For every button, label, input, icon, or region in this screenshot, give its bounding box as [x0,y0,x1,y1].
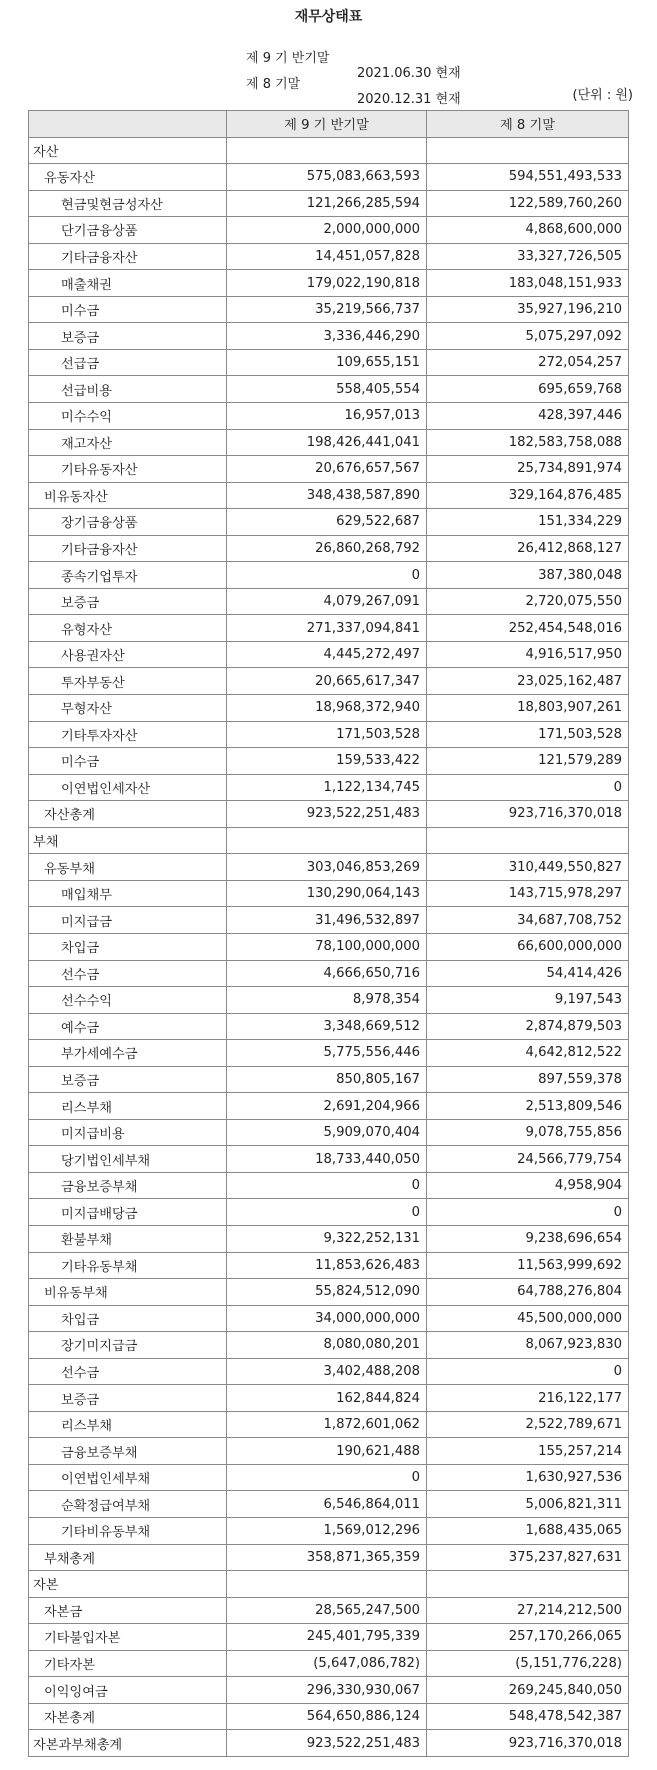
table-row [29,403,629,430]
account-name: 환불부채 [29,1225,227,1252]
previous-value: 2,874,879,503 [427,1013,629,1040]
current-value: 923,522,251,483 [227,801,427,828]
table-row [29,1358,629,1385]
account-name: 기타유동자산 [29,456,227,483]
current-value: 20,676,657,567 [227,456,427,483]
previous-value: 272,054,257 [427,349,629,376]
previous-value: 594,551,493,533 [427,164,629,191]
previous-value: 18,803,907,261 [427,695,629,722]
current-value [227,827,427,854]
current-value: 348,438,587,890 [227,482,427,509]
account-name: 선수수익 [29,987,227,1014]
current-value: 159,533,422 [227,748,427,775]
previous-value: 24,566,779,754 [427,1146,629,1173]
table-row [29,164,629,191]
current-value: 28,565,247,500 [227,1597,427,1624]
current-value: 9,322,252,131 [227,1225,427,1252]
previous-value: 182,583,758,088 [427,429,629,456]
table-row [29,1066,629,1093]
table-row [29,588,629,615]
previous-value: 122,589,760,260 [427,190,629,217]
current-value: 78,100,000,000 [227,933,427,960]
previous-value: (5,151,776,228) [427,1650,629,1677]
account-name: 자산 [29,137,227,164]
table-row [29,1040,629,1067]
current-value: 271,337,094,841 [227,615,427,642]
table-row [29,827,629,854]
table-row [29,349,629,376]
previous-value: 155,257,214 [427,1438,629,1465]
previous-value: 66,600,000,000 [427,933,629,960]
table-row [29,376,629,403]
previous-value: 0 [427,1358,629,1385]
previous-value: 5,006,821,311 [427,1491,629,1518]
table-row [29,987,629,1014]
account-name: 무형자산 [29,695,227,722]
account-name: 선급금 [29,349,227,376]
current-value: 1,569,012,296 [227,1517,427,1544]
previous-value: 35,927,196,210 [427,296,629,323]
current-value: 198,426,441,041 [227,429,427,456]
account-name: 비유동부채 [29,1279,227,1306]
account-name: 매입채무 [29,880,227,907]
current-value [227,137,427,164]
table-row [29,1225,629,1252]
previous-value: 33,327,726,505 [427,243,629,270]
current-value: 6,546,864,011 [227,1491,427,1518]
account-name: 미수금 [29,296,227,323]
previous-value: 428,397,446 [427,403,629,430]
previous-value: 34,687,708,752 [427,907,629,934]
previous-value: 252,454,548,016 [427,615,629,642]
current-value: 850,805,167 [227,1066,427,1093]
previous-value: 4,642,812,522 [427,1040,629,1067]
account-name: 기타자본 [29,1650,227,1677]
current-value: 3,402,488,208 [227,1358,427,1385]
previous-period: 제 8 기말 [246,77,301,92]
table-row [29,854,629,881]
current-value: 629,522,687 [227,509,427,536]
previous-value [427,1571,629,1598]
table-row [29,1172,629,1199]
account-name: 금융보증부채 [29,1438,227,1465]
previous-value: 121,579,289 [427,748,629,775]
account-name: 선수금 [29,1358,227,1385]
table-row [29,721,629,748]
current-value: 0 [227,1199,427,1226]
table-row [29,270,629,297]
account-name: 이연법인세부채 [29,1464,227,1491]
previous-value: 25,734,891,974 [427,456,629,483]
table-row [29,1093,629,1120]
account-name: 사용권자산 [29,641,227,668]
table-row [29,535,629,562]
current-value: 179,022,190,818 [227,270,427,297]
previous-value [427,137,629,164]
current-value: 3,348,669,512 [227,1013,427,1040]
previous-value: 27,214,212,500 [427,1597,629,1624]
previous-value: 9,238,696,654 [427,1225,629,1252]
previous-value: 375,237,827,631 [427,1544,629,1571]
table-row [29,801,629,828]
account-name: 종속기업투자 [29,562,227,589]
current-value: 245,401,795,339 [227,1624,427,1651]
account-name: 보증금 [29,323,227,350]
account-name: 리스부채 [29,1093,227,1120]
account-name: 보증금 [29,588,227,615]
period-line-previous [0,58,657,107]
previous-value: 64,788,276,804 [427,1279,629,1306]
table-row [29,1438,629,1465]
account-name: 금융보증부채 [29,1172,227,1199]
table-row [29,695,629,722]
previous-value: 4,868,600,000 [427,217,629,244]
current-value: 109,655,151 [227,349,427,376]
current-value: 0 [227,1464,427,1491]
previous-value: 695,659,768 [427,376,629,403]
previous-value: 329,164,876,485 [427,482,629,509]
account-name: 보증금 [29,1385,227,1412]
account-name: 자산총계 [29,801,227,828]
current-value: 55,824,512,090 [227,1279,427,1306]
table-row [29,1411,629,1438]
table-row [29,509,629,536]
previous-value: 548,478,542,387 [427,1703,629,1730]
table-row [29,748,629,775]
unit-label: (단위 : 원) [572,88,633,103]
current-value: 20,665,617,347 [227,668,427,695]
current-value [227,1571,427,1598]
current-value: (5,647,086,782) [227,1650,427,1677]
table-row [29,137,629,164]
current-value: 35,219,566,737 [227,296,427,323]
column-header-previous: 제 8 기말 [427,111,629,138]
table-row [29,1305,629,1332]
previous-value: 923,716,370,018 [427,801,629,828]
current-value: 3,336,446,290 [227,323,427,350]
current-value: 34,000,000,000 [227,1305,427,1332]
current-value: 558,405,554 [227,376,427,403]
table-row [29,1146,629,1173]
account-name: 선급비용 [29,376,227,403]
previous-value: 310,449,550,827 [427,854,629,881]
account-name: 미수수익 [29,403,227,430]
table-row [29,1571,629,1598]
current-value: 923,522,251,483 [227,1730,427,1757]
table-row [29,323,629,350]
previous-value: 1,630,927,536 [427,1464,629,1491]
previous-value: 5,075,297,092 [427,323,629,350]
account-name: 유동부채 [29,854,227,881]
table-row [29,1013,629,1040]
previous-value [427,827,629,854]
account-name: 당기법인세부채 [29,1146,227,1173]
current-period: 제 9 기 반기말 [246,51,330,66]
account-name: 재고자산 [29,429,227,456]
table-row [29,1199,629,1226]
current-value: 4,666,650,716 [227,960,427,987]
account-name: 차입금 [29,1305,227,1332]
account-name: 기타투자자산 [29,721,227,748]
account-name: 선수금 [29,960,227,987]
previous-value: 26,412,868,127 [427,535,629,562]
table-row [29,1677,629,1704]
table-row [29,562,629,589]
account-name: 자본총계 [29,1703,227,1730]
previous-value: 9,078,755,856 [427,1119,629,1146]
account-name: 미지급금 [29,907,227,934]
account-name: 기타불입자본 [29,1624,227,1651]
previous-value: 897,559,378 [427,1066,629,1093]
table-row [29,1119,629,1146]
account-name: 기타금융자산 [29,535,227,562]
table-header-row [29,111,629,138]
current-value: 162,844,824 [227,1385,427,1412]
account-name: 보증금 [29,1066,227,1093]
current-value: 1,872,601,062 [227,1411,427,1438]
current-value: 130,290,064,143 [227,880,427,907]
table-row [29,1385,629,1412]
current-value: 5,775,556,446 [227,1040,427,1067]
table-row [29,933,629,960]
previous-value: 9,197,543 [427,987,629,1014]
balance-sheet-table [28,110,629,1757]
statement-title: 재무상태표 [294,9,363,25]
table-row [29,1730,629,1757]
current-value: 171,503,528 [227,721,427,748]
previous-value: 216,122,177 [427,1385,629,1412]
current-value: 18,968,372,940 [227,695,427,722]
previous-value: 387,380,048 [427,562,629,589]
current-value: 296,330,930,067 [227,1677,427,1704]
current-value: 564,650,886,124 [227,1703,427,1730]
account-name: 자본금 [29,1597,227,1624]
table-row [29,1464,629,1491]
table-row [29,1279,629,1306]
account-name: 부채총계 [29,1544,227,1571]
table-row [29,1252,629,1279]
current-value: 1,122,134,745 [227,774,427,801]
account-name: 단기금융상품 [29,217,227,244]
previous-value: 8,067,923,830 [427,1332,629,1359]
current-value: 575,083,663,593 [227,164,427,191]
current-value: 0 [227,1172,427,1199]
previous-value: 45,500,000,000 [427,1305,629,1332]
previous-value: 143,715,978,297 [427,880,629,907]
previous-value: 151,334,229 [427,509,629,536]
previous-value: 11,563,999,692 [427,1252,629,1279]
current-value: 26,860,268,792 [227,535,427,562]
column-header-current: 제 9 기 반기말 [227,111,427,138]
account-name: 기타금융자산 [29,243,227,270]
previous-value: 2,522,789,671 [427,1411,629,1438]
current-value: 4,079,267,091 [227,588,427,615]
previous-value: 2,513,809,546 [427,1093,629,1120]
current-value: 2,000,000,000 [227,217,427,244]
current-value: 18,733,440,050 [227,1146,427,1173]
table-row [29,429,629,456]
previous-value: 183,048,151,933 [427,270,629,297]
previous-value: 171,503,528 [427,721,629,748]
current-value: 31,496,532,897 [227,907,427,934]
table-row [29,1517,629,1544]
account-name: 투자부동산 [29,668,227,695]
account-name: 이연법인세자산 [29,774,227,801]
current-value: 8,080,080,201 [227,1332,427,1359]
table-row [29,907,629,934]
previous-value: 4,916,517,950 [427,641,629,668]
table-row [29,615,629,642]
current-value: 11,853,626,483 [227,1252,427,1279]
table-row [29,1650,629,1677]
current-value: 358,871,365,359 [227,1544,427,1571]
current-value: 2,691,204,966 [227,1093,427,1120]
previous-value: 54,414,426 [427,960,629,987]
table-row [29,880,629,907]
current-date: 2021.06.30 현재 [357,66,461,81]
account-name: 차입금 [29,933,227,960]
table-row [29,774,629,801]
account-name: 부가세예수금 [29,1040,227,1067]
current-value: 0 [227,562,427,589]
previous-value: 0 [427,1199,629,1226]
previous-value: 269,245,840,050 [427,1677,629,1704]
table-row [29,296,629,323]
account-name: 기타유동부채 [29,1252,227,1279]
account-name: 비유동자산 [29,482,227,509]
table-row [29,1703,629,1730]
current-value: 16,957,013 [227,403,427,430]
previous-value: 923,716,370,018 [427,1730,629,1757]
current-value: 5,909,070,404 [227,1119,427,1146]
current-value: 303,046,853,269 [227,854,427,881]
previous-value: 2,720,075,550 [427,588,629,615]
current-value: 8,978,354 [227,987,427,1014]
account-name: 이익잉여금 [29,1677,227,1704]
table-row [29,190,629,217]
account-name: 리스부채 [29,1411,227,1438]
account-name: 예수금 [29,1013,227,1040]
column-header-account [29,111,227,138]
account-name: 미지급비용 [29,1119,227,1146]
account-name: 유형자산 [29,615,227,642]
current-value: 4,445,272,497 [227,641,427,668]
account-name: 현금및현금성자산 [29,190,227,217]
previous-value: 23,025,162,487 [427,668,629,695]
previous-value: 257,170,266,065 [427,1624,629,1651]
account-name: 유동자산 [29,164,227,191]
table-row [29,1597,629,1624]
table-row [29,217,629,244]
account-name: 순확정급여부채 [29,1491,227,1518]
previous-date: 2020.12.31 현재 [357,92,461,107]
table-row [29,960,629,987]
previous-value: 4,958,904 [427,1172,629,1199]
account-name: 부채 [29,827,227,854]
account-name: 자본 [29,1571,227,1598]
previous-value: 1,688,435,065 [427,1517,629,1544]
account-name: 매출채권 [29,270,227,297]
table-row [29,1624,629,1651]
table-row [29,641,629,668]
table-row [29,1491,629,1518]
table-row [29,456,629,483]
table-row [29,668,629,695]
table-row [29,482,629,509]
table-row [29,1332,629,1359]
account-name: 기타비유동부채 [29,1517,227,1544]
table-row [29,243,629,270]
current-value: 14,451,057,828 [227,243,427,270]
account-name: 장기금융상품 [29,509,227,536]
current-value: 190,621,488 [227,1438,427,1465]
current-value: 121,266,285,594 [227,190,427,217]
account-name: 장기미지급금 [29,1332,227,1359]
previous-value: 0 [427,774,629,801]
account-name: 미수금 [29,748,227,775]
table-row [29,1544,629,1571]
account-name: 자본과부채총계 [29,1730,227,1757]
account-name: 미지급배당금 [29,1199,227,1226]
